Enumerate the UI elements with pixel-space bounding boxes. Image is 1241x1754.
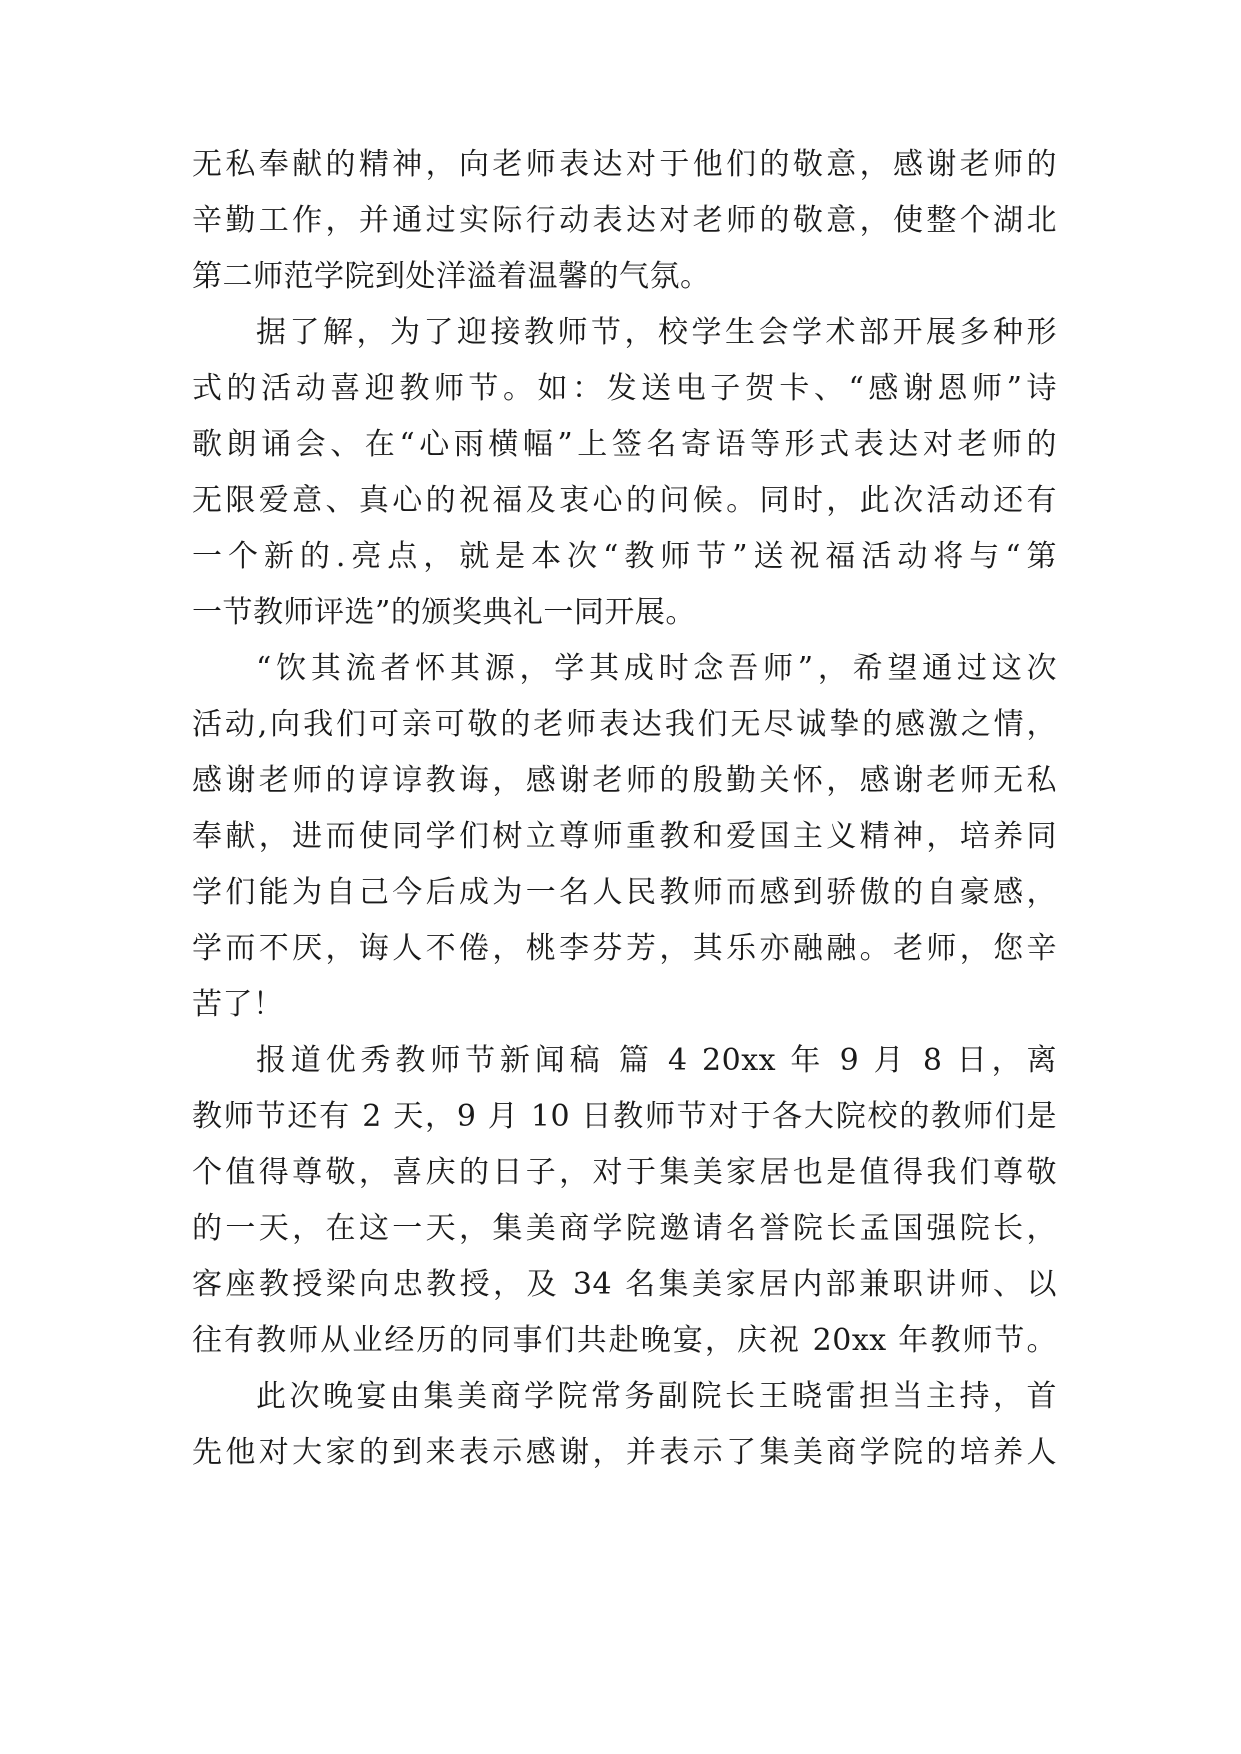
- text-line: 教师节还有 2 天，9 月 10 日教师节对于各大院校的教师们是: [192, 1099, 1057, 1134]
- text-line: 往有教师从业经历的同事们共赴晚宴，庆祝 20xx 年教师节。: [192, 1323, 1057, 1358]
- text-line: 一个新的.亮点，就是本次“教师节”送祝福活动将与“第: [192, 539, 1057, 574]
- text-line: 歌朗诵会、在“心雨横幅”上签名寄语等形式表达对老师的: [192, 427, 1057, 462]
- text-line: 报道优秀教师节新闻稿 篇 4 20xx 年 9 月 8 日，离: [256, 1043, 1057, 1078]
- text-line: 活动,向我们可亲可敬的老师表达我们无尽诚挚的感激之情，: [192, 707, 1057, 742]
- text-line: 学们能为自己今后成为一名人民教师而感到骄傲的自豪感，: [192, 875, 1057, 910]
- text-line: 的一天，在这一天，集美商学院邀请名誉院长孟国强院长，: [192, 1211, 1057, 1246]
- text-line: 学而不厌，诲人不倦，桃李芬芳，其乐亦融融。老师，您辛: [192, 931, 1057, 966]
- text-line: 苦了！: [192, 987, 284, 1022]
- text-line: “饮其流者怀其源，学其成时念吾师”，希望通过这次: [256, 651, 1057, 686]
- text-line: 奉献，进而使同学们树立尊师重教和爱国主义精神，培养同: [192, 819, 1057, 854]
- text-line: 先他对大家的到来表示感谢，并表示了集美商学院的培养人: [192, 1435, 1057, 1470]
- text-line: 客座教授梁向忠教授，及 34 名集美家居内部兼职讲师、以: [192, 1267, 1057, 1302]
- text-line: 据了解，为了迎接教师节，校学生会学术部开展多种形: [256, 315, 1057, 350]
- text-line: 个值得尊敬，喜庆的日子，对于集美家居也是值得我们尊敬: [192, 1155, 1057, 1190]
- text-line: 辛勤工作，并通过实际行动表达对老师的敬意，使整个湖北: [192, 203, 1057, 238]
- text-line: 一节教师评选”的颁奖典礼一同开展。: [192, 595, 696, 630]
- text-line: 无私奉献的精神，向老师表达对于他们的敬意，感谢老师的: [192, 147, 1057, 182]
- text-line: 此次晚宴由集美商学院常务副院长王晓雷担当主持，首: [256, 1379, 1057, 1414]
- text-line: 无限爱意、真心的祝福及衷心的问候。同时，此次活动还有: [192, 483, 1057, 518]
- text-line: 第二师范学院到处洋溢着温馨的气氛。: [192, 259, 711, 294]
- text-line: 感谢老师的谆谆教诲，感谢老师的殷勤关怀，感谢老师无私: [192, 763, 1057, 798]
- text-line: 式的活动喜迎教师节。如：发送电子贺卡、“感谢恩师”诗: [192, 371, 1057, 406]
